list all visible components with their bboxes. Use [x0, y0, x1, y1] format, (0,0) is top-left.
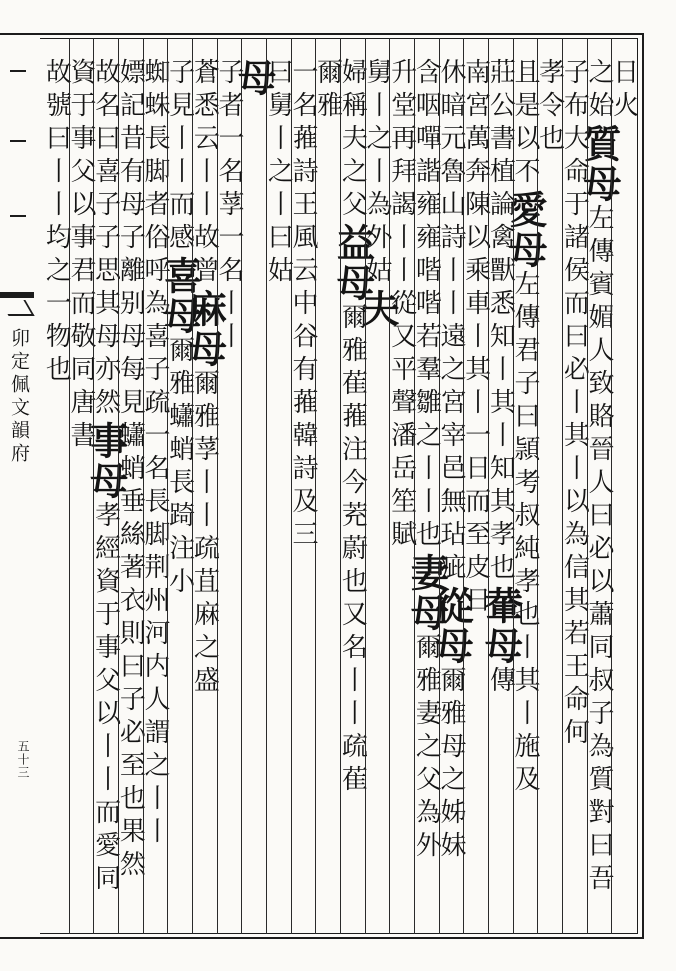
headword: 質母: [577, 124, 622, 204]
column-text: 爾雅妻之父為外: [411, 633, 442, 864]
column-rule: [217, 38, 218, 934]
margin-mark: [10, 140, 26, 142]
column-rule: [192, 38, 193, 934]
column-text: 日火: [608, 58, 639, 124]
page-margin: [0, 33, 34, 939]
column-rule: [562, 38, 563, 934]
headword: 愛母: [503, 190, 548, 270]
column-rule: [463, 38, 464, 934]
margin-book-title: 卯定佩文韻府: [8, 328, 30, 466]
column-rule: [488, 38, 489, 934]
column-text: 休暗元魯山詩丨丨遠之宮宰邑無玷疵: [436, 58, 466, 586]
column-rule: [167, 38, 168, 934]
column-rule: [611, 38, 612, 934]
margin-bottom-border: [0, 937, 34, 939]
column-rule: [241, 38, 242, 934]
column-text: 爾雅母之姊妹: [436, 666, 466, 864]
column-text: 嫖記昔有母子離别母每見蠨蛸垂絲著衣則曰子必至也果然: [115, 58, 146, 883]
column-text: 蜘蛛長脚者俗呼為喜子疏一名長脚荆州河内人謂之丨丨: [140, 58, 170, 850]
column-text: 之始: [584, 58, 614, 124]
column-rule: [266, 38, 267, 934]
column-text: 婦稱夫之父: [337, 58, 368, 223]
column-rule: [340, 38, 341, 934]
margin-mark: [10, 70, 26, 72]
column-rule: [315, 38, 316, 934]
column-rule: [291, 38, 292, 934]
headword: 事母: [83, 421, 129, 501]
headword: 益母: [330, 223, 376, 303]
column-rule: [513, 38, 514, 934]
column-text: 爾雅莩丨丨疏苴麻之盛: [189, 369, 220, 699]
headword: 夫: [355, 289, 400, 329]
headword: 母: [231, 58, 277, 98]
column-text: 孝經資于事父以丨丨而愛同: [90, 501, 121, 897]
column-text: 爾雅萑蓷注今茺蔚也又名丨丨疏萑: [337, 303, 368, 798]
column-text: 莊公書植論禽獸悉知丨其丨知其孝也: [485, 58, 516, 586]
column-rule: [537, 38, 538, 934]
column-text: 升堂再拜謁丨丨從又平聲潘岳笙賦: [386, 58, 417, 553]
column-text: 南宮萬奔陳以乘車丨其丨一日而至皮日: [460, 58, 491, 619]
column-text: 曰舅丨之丨曰姑: [263, 58, 294, 289]
column-rule: [93, 38, 94, 934]
column-rule: [69, 38, 70, 934]
headword: 輂母: [478, 586, 524, 666]
column-text: 爾雅: [312, 58, 343, 124]
page-number: 五十三: [16, 740, 30, 779]
column-text: 故名曰喜子子思其母亦然: [90, 58, 121, 421]
fish-tail-mark: [0, 292, 34, 322]
headword: 麻母: [182, 289, 228, 369]
column-text: 含咽嘽諧雍雍喈喈若羣雛之丨丨也: [411, 58, 442, 553]
column-text: 蒼悉云丨丨故曾: [189, 58, 220, 289]
column-text: 一名蓷詩王風云中谷有蓷韓詩及三: [288, 58, 318, 553]
column-rule: [365, 38, 366, 934]
column-text: 爾雅蠨蛸長踦注小: [164, 336, 195, 600]
column-rule: [587, 38, 588, 934]
column-text: 故號曰丨丨均之一物也: [41, 58, 72, 388]
column-text: 左傳君子曰頴考叔純孝也丨其丨施及: [510, 270, 540, 798]
column-text: 子布大命于諸侯而曰必丨其丨以為信其若王命何: [559, 58, 590, 751]
column-rule: [414, 38, 415, 934]
headword: 妻母: [404, 553, 450, 633]
headword: 喜母: [157, 256, 203, 336]
column-text: 孝令也: [534, 58, 565, 157]
column-text: 資于事父以事君而敬同唐書: [66, 58, 96, 454]
column-text: 且是以不: [510, 58, 540, 190]
column-text: 傳: [485, 666, 516, 699]
column-text: 子見丨丨而感: [164, 58, 195, 256]
margin-mark: [10, 215, 26, 217]
column-text: 子者一名莩一名丨丨: [214, 58, 244, 355]
margin-top-border: [0, 33, 34, 35]
column-rule: [439, 38, 440, 934]
column-rule: [143, 38, 144, 934]
column-text: 舅丨之丨為外姑: [362, 58, 392, 289]
headword: 從母: [429, 586, 474, 666]
column-rule: [118, 38, 119, 934]
column-rule: [389, 38, 390, 934]
column-text: 左傳賓媚人致賂晉人曰必以蕭同叔子為質對曰吾: [584, 204, 614, 897]
